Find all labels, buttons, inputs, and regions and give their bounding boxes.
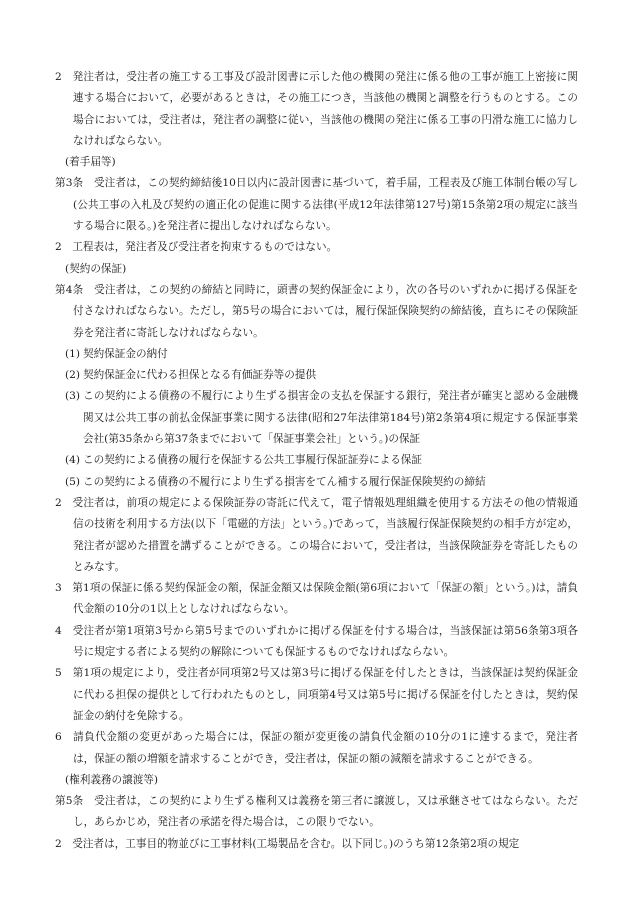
list-item-label: (4) <box>65 454 81 467</box>
list-item <box>55 472 578 493</box>
article-heading: (契約の保証) <box>65 262 127 275</box>
list-item-text: 契約保証金に代わる担保となる有価証券等の提供 <box>83 369 317 382</box>
paragraph: 5 第1項の規定により，受注者が同項第2号又は第3号に掲げる保証を付したときは，当該保証は契約保証金に代わる担保の提供として行われたものとし，同項第4号又は第5号に掲げる保証を付したときは，契約保証金の納付を免除する。 <box>55 667 578 722</box>
list-item <box>55 386 578 450</box>
article-paragraph: 第5条 受注者は，この契約により生ずる権利又は義務を第三者に譲渡し，又は承継させてはならない。ただし，あらかじめ，発注者の承諾を得た場合は，この限りでない。 <box>55 795 578 829</box>
paragraph: 2 発注者は，受注者の施工する工事及び設計図書に示した他の機関の発注に係る他の工事が施工上密接に関連する場合において，必要があるときは，その施工につき，当該他の機関と調整を行うものとする。この場合においては，受注者は，発注者の調整に従い，当該他の機関の発注に係る工事の円滑な施工に協力しなければならない。 <box>55 71 578 147</box>
list-item-label: (2) <box>65 369 81 382</box>
list-item-label: (1) <box>65 347 81 360</box>
article-heading: (権利義務の譲渡等) <box>65 773 159 786</box>
article-paragraph: 第3条 受注者は，この契約締結後10日以内に設計図書に基づいて，着手届，工程表及び施工体制台帳の写し(公共工事の入札及び契約の適正化の促進に関する法律(平成12年法律第127号)第15条第2項の規定に該当する場合に限る。)を発注者に提出しなければならない。 <box>55 177 578 233</box>
list-item-text: この契約による債務の履行を保証する公共工事履行保証証券による保証 <box>83 454 422 467</box>
article-heading: (着手届等) <box>65 156 116 169</box>
paragraph: 4 受注者が第1項第3号から第5号までのいずれかに掲げる保証を付する場合は，当該保証は第56条第3項各号に規定する者による契約の解除についても保証するものでなければならない。 <box>55 624 578 659</box>
list-item <box>55 344 578 365</box>
paragraph: 2 工程表は，発注者及び受注者を拘束するものではない。 <box>55 241 338 254</box>
paragraph: 2 受注者は，工事目的物並びに工事材料(工場製品を含む。以下同じ。)のうち第12条第2項の規定 <box>55 837 520 850</box>
paragraph: 6 請負代金額の変更があった場合には，保証の額が変更後の請負代金額の10分の1に達するまで，発注者は，保証の額の増額を請求することができ，受注者は，保証の額の減額を請求することができる。 <box>55 731 578 765</box>
list-item-label: (3) <box>65 390 81 403</box>
list-item <box>55 450 578 471</box>
list-item-text: この契約による債務の不履行により生ずる損害をてん補する履行保証保険契約の締結 <box>83 475 486 488</box>
list-item-label: (5) <box>65 475 81 488</box>
article-paragraph: 第4条 受注者は，この契約の締結と同時に，頭書の契約保証金により，次の各号のいずれかに掲げる保証を付さなければならない。ただし，第5号の場合においては，履行保証保険契約の締結後，直ちにその保険証券を発注者に寄託しなければならない。 <box>55 283 578 339</box>
list-item-text: 契約保証金の納付 <box>83 347 168 360</box>
list-item-text: この契約による債務の不履行により生ずる損害金の支払を保証する銀行，発注者が確実と認める金融機関又は公共工事の前払金保証事業に関する法律(昭和27年法律第184号)第2条第4項に規定する保証事業会社(第35条から第37条までにおいて「保証事業会社」という。)の保証 <box>83 390 578 446</box>
paragraph: 3 第1項の保証に係る契約保証金の額，保証金額又は保険金額(第6項において「保証の額」という。)は，請負代金額の10分の1以上としなければならない。 <box>55 582 578 616</box>
list-item <box>55 365 578 386</box>
paragraph: 2 受注者は，前項の規定による保険証券の寄託に代えて，電子情報処理組織を使用する方法その他の情報通信の技術を利用する方法(以下「電磁的方法」という。)であって，当該履行保証保険契約の相手方が定め，発注者が認めた措置を講ずることができる。この場合において，受注者は，当該保険証券を寄託したものとみなす。 <box>55 496 578 573</box>
